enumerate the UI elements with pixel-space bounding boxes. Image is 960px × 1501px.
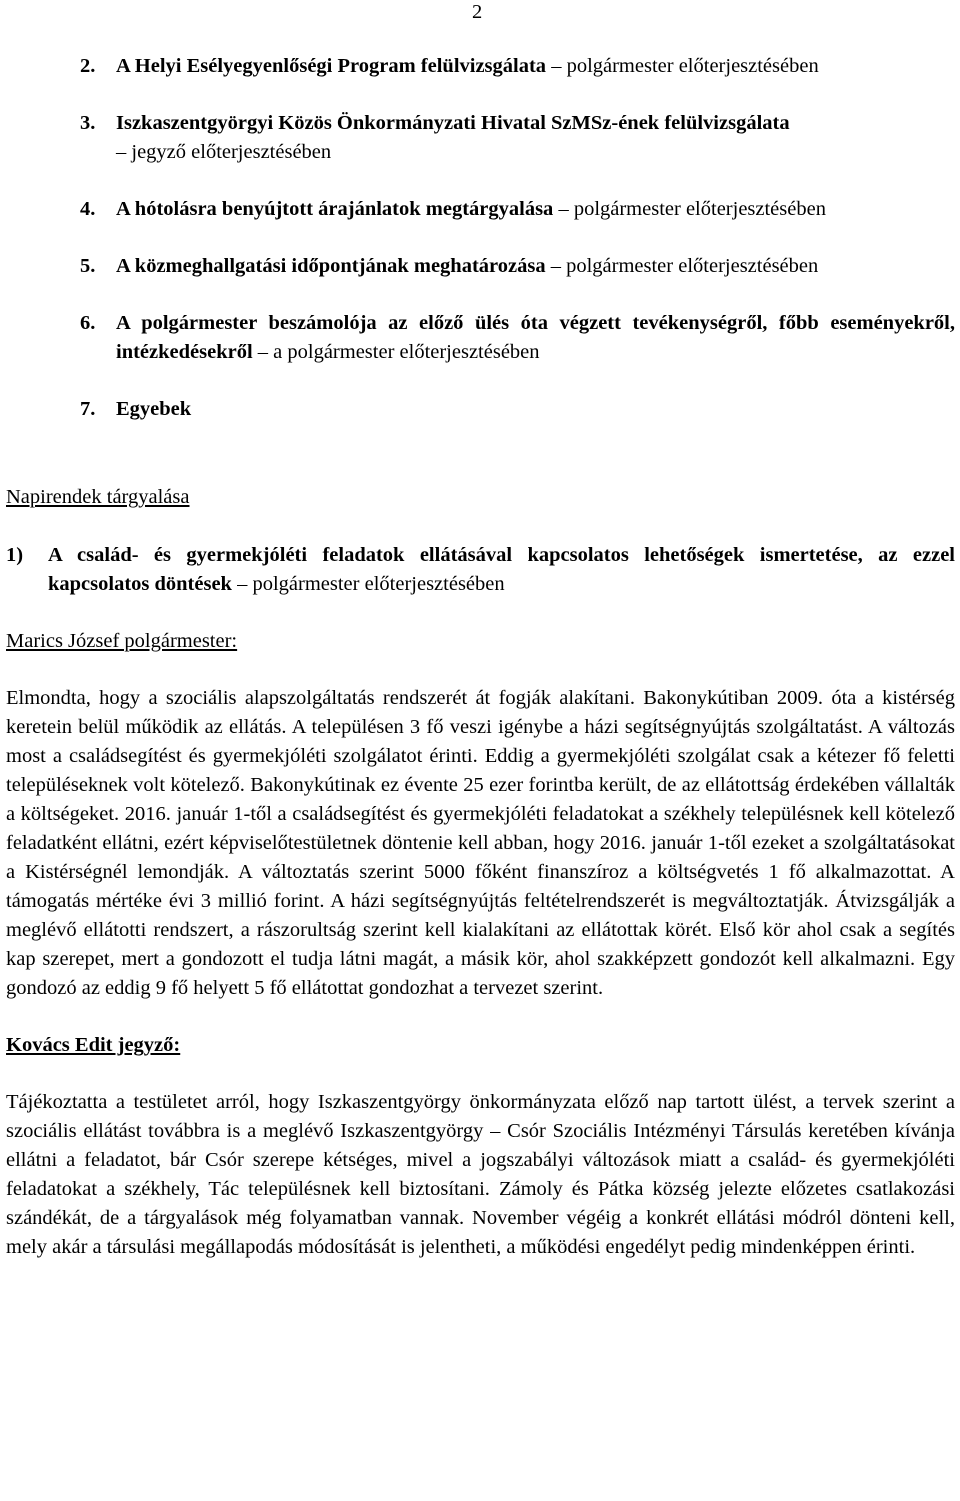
agenda-item-title: A Helyi Esélyegyenlőségi Program felülvizsgálata <box>116 55 547 77</box>
agenda-item-title: A polgármester beszámolója az előző ülés óta végzett tevékenységről, főbb eseményekről, intézkedésekről <box>116 312 955 363</box>
discussion-item-1 <box>6 541 955 599</box>
agenda-item-presenter: – a polgármester előterjesztésében <box>257 341 540 363</box>
agenda-item-number: 7. <box>80 398 96 420</box>
agenda-item-presenter: – jegyző előterjesztésében <box>116 141 332 163</box>
speaker-text-mayor: Elmondta, hogy a szociális alapszolgáltatás rendszerét át fogják alakítani. Bakonykútiban 2009. óta a kistérség keretein belül működik az ellátás. A településen 3 fő veszi igénybe a házi segítségnyújtás szolgáltatást. A változás most a családsegítést és gyermekjóléti szolgálatot érinti. Eddig a gyermekjóléti szolgálat csak a kétezer fő feletti településeknek volt kötelező. Bakonykútinak ez évente 25 ezer forintba került, de az ellátottság érdekében vállalták a költségeket. 2016. január 1-től a családsegítést és gyermekjóléti feladatokat a székhely településnek kell kötelező feladatként ellátni, ezért képviselőtestületnek döntenie kell abban, hogy 2016. január 1-től ezeket a szolgáltatásokat a Kistérségnél lemondják. A változtatás szerint 5000 főként finanszíroz a költségvetés 1 fő alkalmazottat. A támogatás mértéke évi 3 millió forint. A házi segítségnyújtás feltételrendszerét is megváltoztatják. Átvizsgálják a meglévő ellátotti rendszert, a rászorultság szerint kell kialakítani az ellátottak körét. Első kör ahol csak a segítés kap szerepet, mert a gondozott el tudja látni magát, a másik kör, ahol szakképzett gondozót kell alkalmazni. Egy gondozó az eddig 9 fő helyett 5 fő ellátottat gondozhat a tervezet szerint. <box>6 687 955 999</box>
agenda-item-5 <box>6 252 955 281</box>
page-number: 2 <box>472 1 483 23</box>
document-body <box>6 52 955 1262</box>
agenda-item-number: 5. <box>80 255 96 277</box>
speaker-name-notary: Kovács Edit jegyző: <box>6 1034 181 1056</box>
section-heading: Napirendek tárgyalása <box>6 486 190 508</box>
agenda-item-title: Egyebek <box>116 398 192 420</box>
agenda-item-6 <box>6 309 955 367</box>
agenda-item-3 <box>6 109 955 167</box>
discussion-item-number: 1) <box>6 544 24 566</box>
discussion-item-title: A család- és gyermekjóléti feladatok ellátásával kapcsolatos lehetőségek ismertetése, az ezzel kapcsolatos döntések <box>48 544 955 595</box>
agenda-item-2 <box>6 52 955 81</box>
agenda-item-number: 4. <box>80 198 96 220</box>
speaker-name-mayor: Marics József polgármester: <box>6 630 238 652</box>
agenda-item-number: 6. <box>80 312 96 334</box>
agenda-item-presenter: – polgármester előterjesztésében <box>551 55 819 77</box>
agenda-list <box>6 52 955 424</box>
agenda-item-number: 2. <box>80 55 96 77</box>
agenda-item-title: A közmeghallgatási időpontjának meghatározása <box>116 255 546 277</box>
agenda-item-title: A hótolásra benyújtott árajánlatok megtárgyalása <box>116 198 554 220</box>
agenda-item-4 <box>6 195 955 224</box>
agenda-item-number: 3. <box>80 112 96 134</box>
agenda-item-presenter: – polgármester előterjesztésében <box>550 255 819 277</box>
agenda-item-presenter: – polgármester előterjesztésében <box>558 198 826 220</box>
speaker-text-notary: Tájékoztatta a testületet arról, hogy Iszkaszentgyörgy önkormányzata előző nap tartott ülést, a tervek szerint a szociális ellátást továbbra is a meglévő Iszkaszentgyörgy – Csór Szociális Intézményi Társulás keretében kívánja ellátni a feladatot, bár Csór szerepe kétséges, mivel a jogszabályi változások miatt a család- és gyermekjóléti feladatokat a székhely, Tác településnek kell biztosítani. Zámoly és Pátka község jelezte előzetes csatlakozási szándékát, de a tárgyalások még folyamatban vannak. November végéig a konkrét ellátási módról dönteni kell, mely akár a társulási megállapodás módosítását is jelentheti, a működési engedélyt pedig mindenképpen érinti. <box>6 1091 955 1258</box>
discussion-item-presenter: – polgármester előterjesztésében <box>237 573 505 595</box>
agenda-item-7 <box>6 395 955 424</box>
agenda-item-title: Iszkaszentgyörgyi Közös Önkormányzati Hivatal SzMSz-ének felülvizsgálata <box>116 112 790 134</box>
